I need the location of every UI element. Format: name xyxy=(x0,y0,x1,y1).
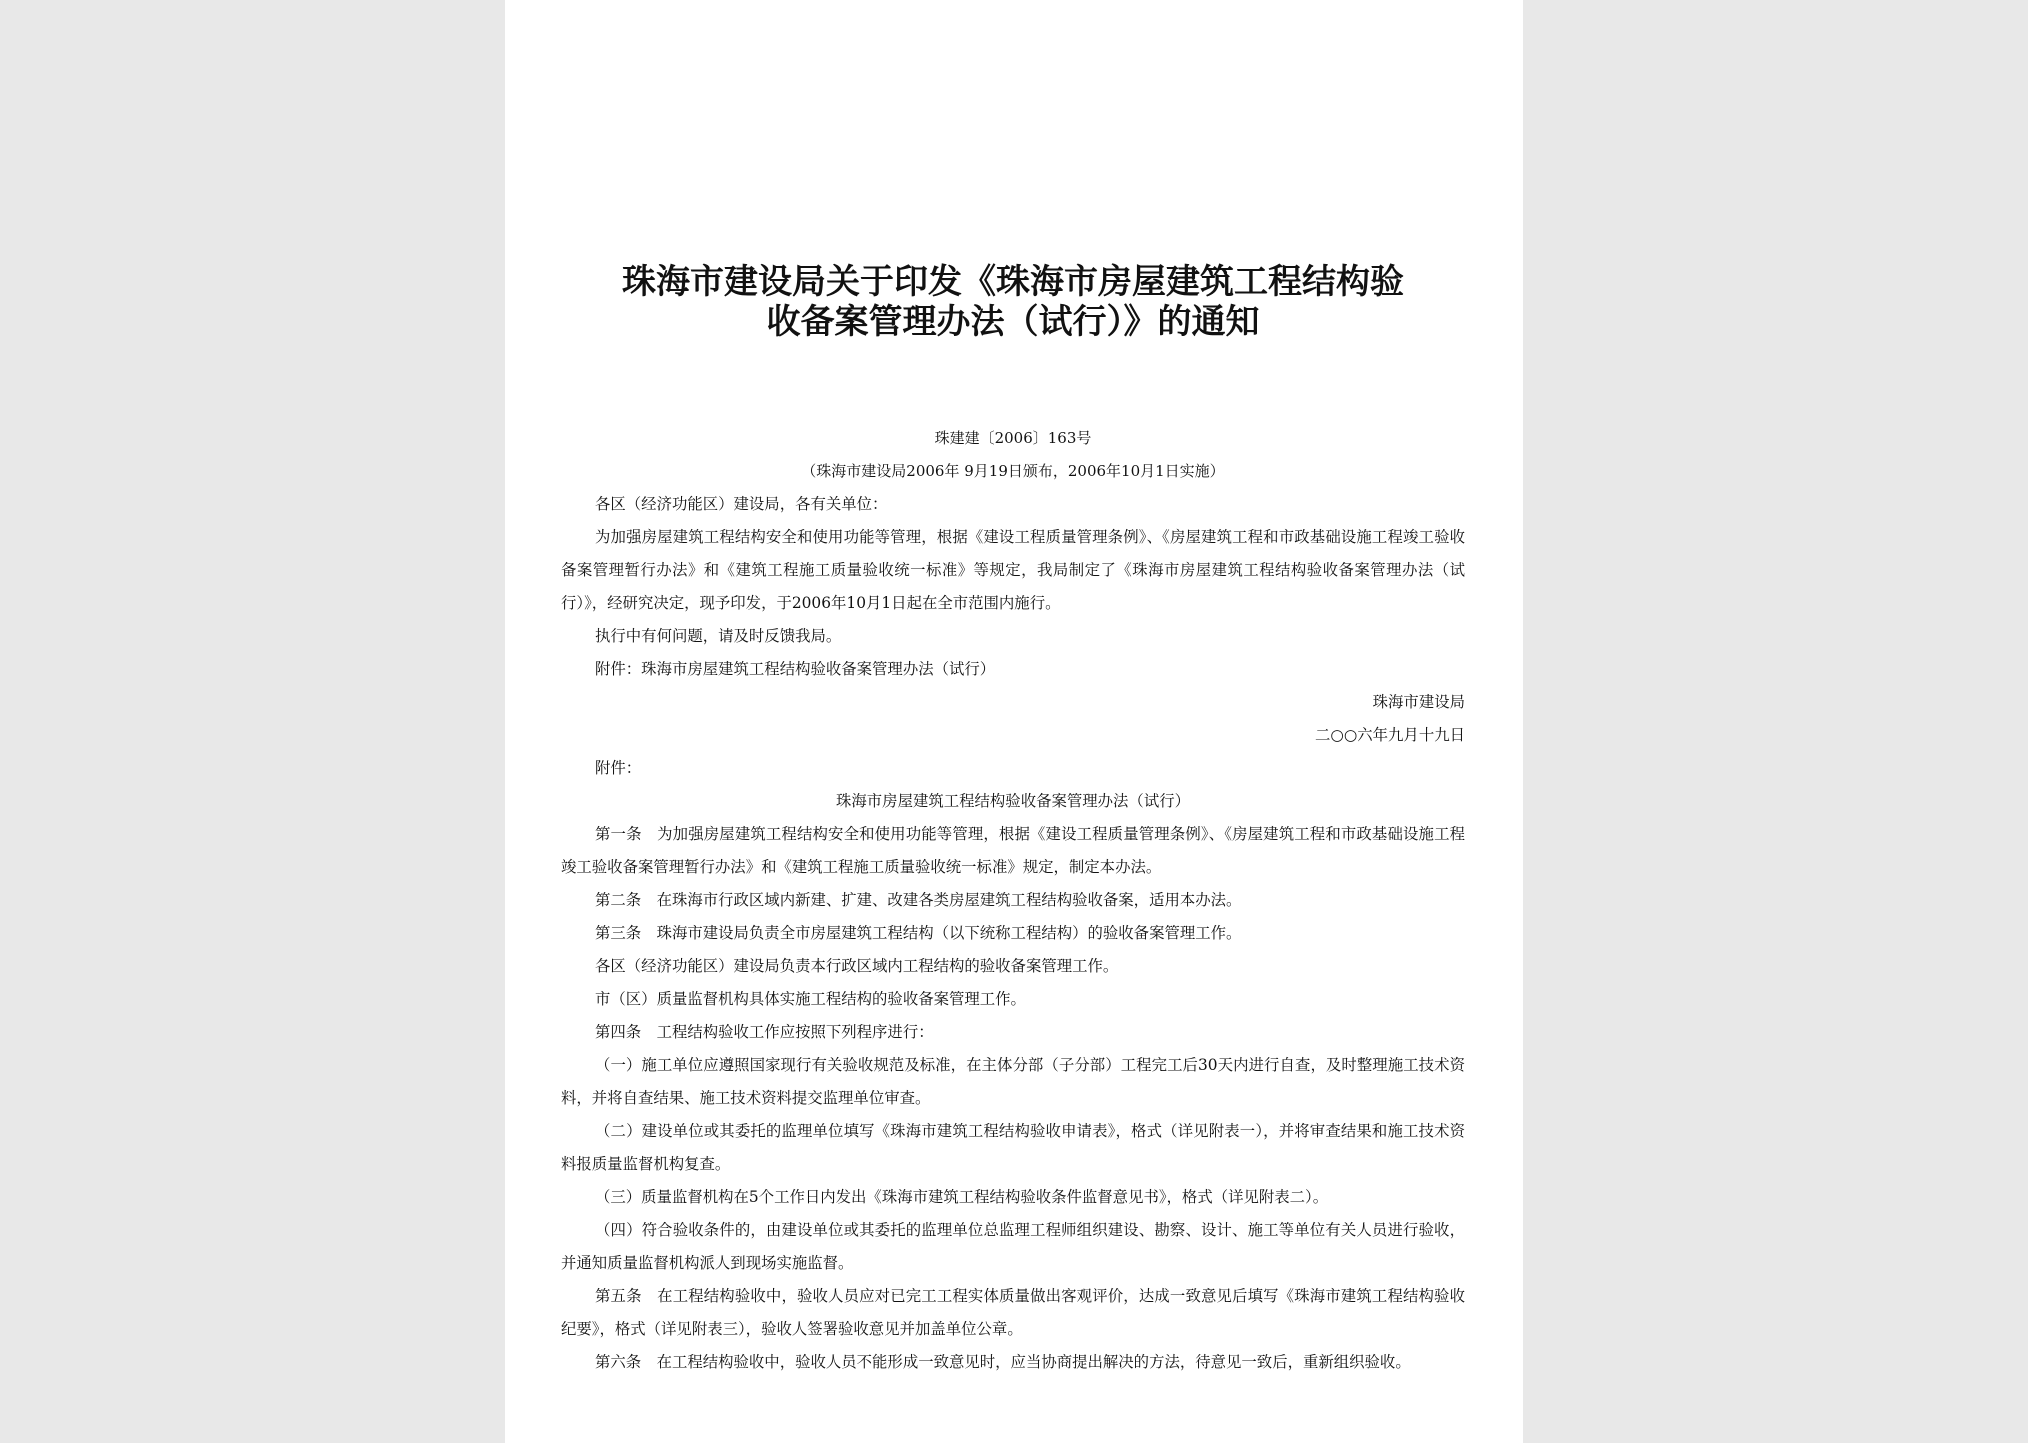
issued-info: （珠海市建设局2006年 9月19日颁布，2006年10月1日实施） xyxy=(801,462,1225,480)
signature-organization: 珠海市建设局 xyxy=(1372,693,1465,711)
article-4: 第四条 工程结构验收工作应按照下列程序进行： xyxy=(595,1023,934,1041)
article-1: 第一条 为加强房屋建筑工程结构安全和使用功能等管理，根据《建设工程质量管理条例》、《房屋建筑工程和市政基础设施工程竣工验收备案管理暂行办法》和《建筑工程施工质量验收统一标准》规定，制定本办法。 xyxy=(561,825,1465,876)
document-page xyxy=(505,0,1523,1443)
title-line-2: 收备案管理办法（试行）》的通知 xyxy=(766,302,1260,342)
page-title xyxy=(561,262,1465,342)
addressee: 各区（经济功能区）建设局，各有关单位： xyxy=(595,495,888,513)
attachment-reference: 附件：珠海市房屋建筑工程结构验收备案管理办法（试行） xyxy=(595,660,996,678)
title-line-1: 珠海市建设局关于印发《珠海市房屋建筑工程结构验 xyxy=(622,262,1404,302)
signature-date: 二○○六年九月十九日 xyxy=(1315,726,1465,744)
article-6: 第六条 在工程结构验收中，验收人员不能形成一致意见时，应当协商提出解决的方法，待意见一致后，重新组织验收。 xyxy=(595,1353,1411,1371)
article-4-item-1: （一）施工单位应遵照国家现行有关验收规范及标准，在主体分部（子分部）工程完工后30天内进行自查，及时整理施工技术资料，并将自查结果、施工技术资料提交监理单位审查。 xyxy=(561,1056,1465,1107)
article-3-district: 各区（经济功能区）建设局负责本行政区域内工程结构的验收备案管理工作。 xyxy=(595,957,1119,975)
body-paragraph-1: 为加强房屋建筑工程结构安全和使用功能等管理，根据《建设工程质量管理条例》、《房屋建筑工程和市政基础设施工程竣工验收备案管理暂行办法》和《建筑工程施工质量验收统一标准》等规定，我局制定了《珠海市房屋建筑工程结构验收备案管理办法（试行）》，经研究决定，现予印发，于2006年10月1日起在全市范围内施行。 xyxy=(561,528,1465,612)
article-3-city: 市（区）质量监督机构具体实施工程结构的验收备案管理工作。 xyxy=(595,990,1026,1008)
article-4-item-4: （四）符合验收条件的，由建设单位或其委托的监理单位总监理工程师组织建设、勘察、设计、施工等单位有关人员进行验收，并通知质量监督机构派人到现场实施监督。 xyxy=(561,1221,1465,1272)
body-paragraph-2: 执行中有何问题，请及时反馈我局。 xyxy=(595,627,842,645)
article-4-item-3: （三）质量监督机构在5个工作日内发出《珠海市建筑工程结构验收条件监督意见书》，格式（详见附表二）。 xyxy=(595,1188,1329,1206)
article-4-item-2: （二）建设单位或其委托的监理单位填写《珠海市建筑工程结构验收申请表》，格式（详见附表一），并将审查结果和施工技术资料报质量监督机构复查。 xyxy=(561,1122,1465,1173)
article-3: 第三条 珠海市建设局负责全市房屋建筑工程结构（以下统称工程结构）的验收备案管理工作。 xyxy=(595,924,1242,942)
article-5: 第五条 在工程结构验收中，验收人员应对已完工工程实体质量做出客观评价，达成一致意见后填写《珠海市建筑工程结构验收纪要》，格式（详见附表三），验收人签署验收意见并加盖单位公章。 xyxy=(561,1287,1465,1338)
attachment-label: 附件： xyxy=(595,759,642,777)
attachment-title: 珠海市房屋建筑工程结构验收备案管理办法（试行） xyxy=(836,792,1190,810)
document-number: 珠建建〔2006〕163号 xyxy=(934,429,1092,447)
article-2: 第二条 在珠海市行政区域内新建、扩建、改建各类房屋建筑工程结构验收备案，适用本办法。 xyxy=(595,891,1242,909)
